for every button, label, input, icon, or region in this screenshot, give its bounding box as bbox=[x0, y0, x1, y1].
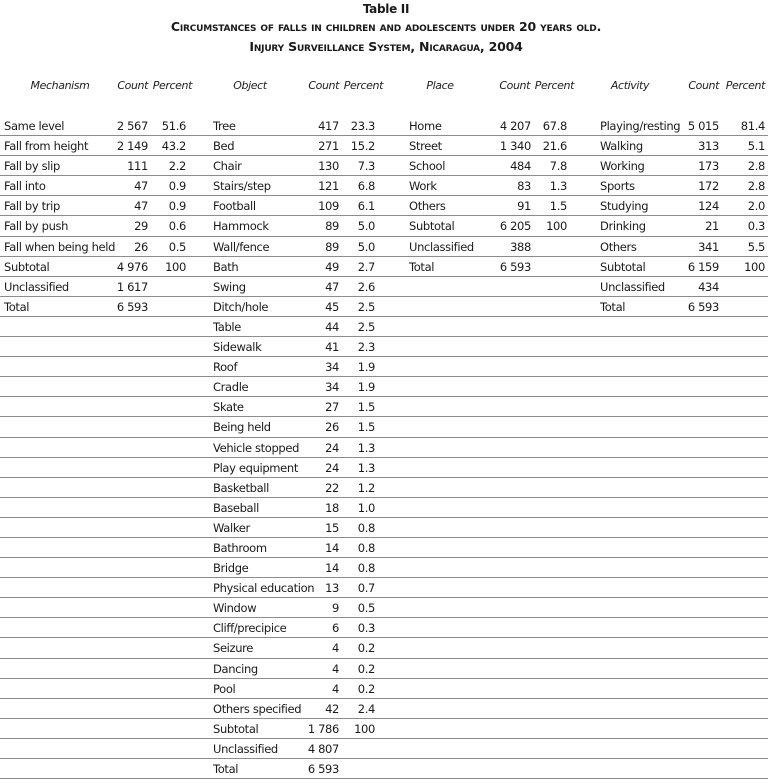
table-row bbox=[0, 638, 768, 658]
table-row bbox=[0, 598, 768, 618]
object-count: 109 bbox=[318, 199, 339, 214]
object-percent: 0.8 bbox=[357, 540, 375, 555]
header-activity-count: Count bbox=[688, 79, 719, 92]
table-row bbox=[0, 156, 768, 176]
table-row bbox=[0, 417, 768, 437]
table-row bbox=[0, 357, 768, 377]
table-row bbox=[0, 116, 768, 136]
mechanism-count: 2 149 bbox=[116, 139, 148, 154]
object-label: Play equipment bbox=[213, 460, 298, 475]
activity-percent: 2.0 bbox=[747, 199, 765, 214]
mechanism-percent: 51.6 bbox=[161, 119, 186, 133]
object-percent: 7.3 bbox=[357, 159, 375, 174]
object-label: Stairs/step bbox=[213, 179, 271, 194]
object-percent: 6.8 bbox=[357, 179, 375, 194]
mechanism-count: 4 976 bbox=[116, 259, 148, 274]
place-count: 91 bbox=[517, 199, 531, 214]
mechanism-label: Fall when being held bbox=[4, 239, 116, 254]
header-object: Object bbox=[233, 79, 267, 92]
mechanism-count: 2 567 bbox=[116, 119, 148, 133]
object-label: Cradle bbox=[213, 380, 249, 395]
object-percent: 0.5 bbox=[357, 601, 375, 616]
activity-percent: 5.1 bbox=[747, 139, 765, 154]
header-place-count: Count bbox=[499, 79, 530, 92]
place-label: Street bbox=[409, 139, 442, 154]
place-label: School bbox=[409, 159, 446, 174]
object-label: Unclassified bbox=[213, 741, 278, 756]
activity-label: Walking bbox=[600, 139, 643, 154]
object-percent: 0.2 bbox=[357, 641, 375, 656]
object-label: Tree bbox=[213, 119, 236, 133]
header-mechanism-count: Count bbox=[117, 79, 148, 92]
place-label: Work bbox=[409, 179, 437, 194]
activity-count: 6 593 bbox=[687, 299, 719, 314]
mechanism-percent: 0.6 bbox=[168, 219, 186, 234]
object-label: Football bbox=[213, 199, 256, 214]
object-count: 24 bbox=[325, 440, 339, 455]
activity-label: Unclassified bbox=[600, 279, 665, 294]
activity-count: 5 015 bbox=[687, 119, 719, 133]
place-count: 484 bbox=[510, 159, 531, 174]
table-row bbox=[0, 679, 768, 699]
header-mechanism: Mechanism bbox=[30, 79, 90, 92]
mechanism-percent: 0.5 bbox=[168, 239, 186, 254]
mechanism-percent: 0.9 bbox=[168, 199, 186, 214]
object-label: Chair bbox=[213, 159, 242, 174]
mechanism-label: Fall into bbox=[4, 179, 46, 194]
table-row bbox=[0, 297, 768, 317]
object-percent: 1.5 bbox=[357, 400, 375, 415]
object-percent: 2.3 bbox=[357, 340, 375, 355]
object-count: 34 bbox=[325, 380, 339, 395]
header-activity: Activity bbox=[610, 79, 650, 92]
object-count: 41 bbox=[325, 340, 339, 355]
mechanism-count: 6 593 bbox=[116, 299, 148, 314]
object-label: Bed bbox=[213, 139, 235, 154]
object-count: 9 bbox=[332, 601, 339, 616]
mechanism-count: 47 bbox=[134, 199, 148, 214]
mechanism-label: Fall by push bbox=[4, 219, 69, 234]
table-row bbox=[0, 719, 768, 739]
table-label: Table II bbox=[362, 2, 410, 16]
table-row bbox=[0, 699, 768, 719]
table-row bbox=[0, 739, 768, 759]
table-row bbox=[0, 196, 768, 216]
object-label: Hammock bbox=[213, 219, 269, 234]
object-percent: 0.2 bbox=[357, 681, 375, 696]
activity-label: Total bbox=[600, 299, 626, 314]
object-count: 4 bbox=[332, 661, 339, 676]
object-count: 1 786 bbox=[307, 721, 339, 736]
activity-label: Studying bbox=[600, 199, 649, 214]
place-count: 6 205 bbox=[499, 219, 531, 234]
object-label: Dancing bbox=[213, 661, 258, 676]
activity-label: Playing/resting bbox=[600, 119, 681, 133]
place-count: 388 bbox=[510, 239, 531, 254]
activity-count: 172 bbox=[698, 179, 719, 194]
object-percent: 1.2 bbox=[357, 480, 375, 495]
table-row bbox=[0, 558, 768, 578]
table-row bbox=[0, 578, 768, 598]
object-count: 22 bbox=[325, 480, 339, 495]
mechanism-label: Fall by slip bbox=[4, 159, 60, 174]
object-percent: 0.3 bbox=[357, 621, 375, 636]
object-count: 34 bbox=[325, 360, 339, 375]
object-count: 89 bbox=[325, 219, 339, 234]
object-label: Bridge bbox=[213, 561, 249, 576]
object-label: Seizure bbox=[213, 641, 253, 656]
table-row bbox=[0, 518, 768, 538]
place-label: Home bbox=[409, 119, 442, 133]
table-title-line-2: Injury Surveillance System, Nicaragua, 2004 bbox=[249, 39, 523, 54]
mechanism-label: Fall by trip bbox=[4, 199, 60, 214]
object-percent: 1.5 bbox=[357, 420, 375, 435]
mechanism-percent: 2.2 bbox=[168, 159, 186, 174]
activity-count: 173 bbox=[698, 159, 719, 174]
object-percent: 5.0 bbox=[357, 239, 375, 254]
object-count: 14 bbox=[325, 540, 339, 555]
object-label: Ditch/hole bbox=[213, 299, 269, 314]
object-label: Roof bbox=[213, 360, 238, 375]
header-object-percent: Percent bbox=[343, 79, 383, 92]
object-count: 4 bbox=[332, 641, 339, 656]
table-row bbox=[0, 277, 768, 297]
object-percent: 2.7 bbox=[357, 259, 375, 274]
object-label: Others specified bbox=[213, 701, 302, 716]
table-row bbox=[0, 759, 768, 779]
mechanism-count: 47 bbox=[134, 179, 148, 194]
table-row bbox=[0, 478, 768, 498]
object-percent: 2.6 bbox=[357, 279, 375, 294]
place-count: 4 207 bbox=[499, 119, 531, 133]
table-row bbox=[0, 538, 768, 558]
activity-percent: 2.8 bbox=[747, 159, 765, 174]
object-label: Sidewalk bbox=[213, 340, 262, 355]
object-count: 18 bbox=[325, 500, 339, 515]
header-place-percent: Percent bbox=[534, 79, 574, 92]
table-row bbox=[0, 216, 768, 236]
header-mechanism-percent: Percent bbox=[152, 79, 192, 92]
activity-count: 21 bbox=[705, 219, 719, 234]
mechanism-label: Same level bbox=[4, 119, 65, 133]
object-label: Cliff/precipice bbox=[213, 621, 287, 636]
table-row bbox=[0, 397, 768, 417]
place-percent: 21.6 bbox=[542, 139, 567, 154]
activity-count: 124 bbox=[698, 199, 719, 214]
object-percent: 1.3 bbox=[357, 460, 375, 475]
activity-label: Subtotal bbox=[600, 259, 646, 274]
mechanism-label: Subtotal bbox=[4, 259, 50, 274]
activity-label: Drinking bbox=[600, 219, 646, 234]
object-count: 4 bbox=[332, 681, 339, 696]
object-count: 24 bbox=[325, 460, 339, 475]
object-percent: 2.5 bbox=[357, 319, 375, 334]
activity-percent: 0.3 bbox=[747, 219, 765, 234]
object-count: 26 bbox=[325, 420, 339, 435]
object-count: 15 bbox=[325, 520, 339, 535]
object-percent: 23.3 bbox=[350, 119, 375, 133]
mechanism-percent: 43.2 bbox=[161, 139, 186, 154]
object-count: 27 bbox=[325, 400, 339, 415]
place-percent: 7.8 bbox=[549, 159, 567, 174]
object-label: Wall/fence bbox=[213, 239, 270, 254]
place-count: 83 bbox=[517, 179, 531, 194]
table-row bbox=[0, 136, 768, 156]
object-count: 4 807 bbox=[307, 741, 339, 756]
activity-label: Sports bbox=[600, 179, 635, 194]
object-count: 89 bbox=[325, 239, 339, 254]
object-label: Subtotal bbox=[213, 721, 259, 736]
object-count: 130 bbox=[318, 159, 339, 174]
object-label: Skate bbox=[213, 400, 244, 415]
object-count: 271 bbox=[318, 139, 339, 154]
activity-count: 434 bbox=[698, 279, 719, 294]
mechanism-label: Fall from height bbox=[4, 139, 89, 154]
table-row bbox=[0, 377, 768, 397]
object-label: Bath bbox=[213, 259, 239, 274]
object-count: 42 bbox=[325, 701, 339, 716]
object-label: Baseball bbox=[213, 500, 259, 515]
object-label: Total bbox=[213, 762, 239, 776]
mechanism-percent: 0.9 bbox=[168, 179, 186, 194]
activity-count: 6 159 bbox=[687, 259, 719, 274]
object-percent: 5.0 bbox=[357, 219, 375, 234]
object-percent: 1.0 bbox=[357, 500, 375, 515]
place-label: Unclassified bbox=[409, 239, 474, 254]
table-title-line-1: Circumstances of falls in children and adolescents under 20 years old. bbox=[170, 19, 602, 34]
object-percent: 0.8 bbox=[357, 561, 375, 576]
object-label: Physical education bbox=[213, 581, 315, 596]
object-count: 14 bbox=[325, 561, 339, 576]
table-row bbox=[0, 237, 768, 257]
object-label: Basketball bbox=[213, 480, 269, 495]
object-label: Walker bbox=[213, 520, 250, 535]
object-label: Bathroom bbox=[213, 540, 267, 555]
object-percent: 100 bbox=[354, 721, 375, 736]
activity-count: 313 bbox=[698, 139, 719, 154]
object-count: 44 bbox=[325, 319, 339, 334]
place-count: 1 340 bbox=[499, 139, 531, 154]
table-row bbox=[0, 176, 768, 196]
activity-percent: 81.4 bbox=[740, 119, 765, 133]
table-row bbox=[0, 317, 768, 337]
object-count: 45 bbox=[325, 299, 339, 314]
object-percent: 0.7 bbox=[357, 581, 375, 596]
place-percent: 1.5 bbox=[549, 199, 567, 214]
mechanism-count: 29 bbox=[134, 219, 148, 234]
object-count: 417 bbox=[318, 119, 339, 133]
object-label: Swing bbox=[213, 279, 246, 294]
place-percent: 100 bbox=[546, 219, 567, 234]
object-label: Vehicle stopped bbox=[213, 440, 300, 455]
object-count: 47 bbox=[325, 279, 339, 294]
table-row bbox=[0, 257, 768, 277]
table-row bbox=[0, 438, 768, 458]
mechanism-count: 1 617 bbox=[116, 279, 148, 294]
place-count: 6 593 bbox=[499, 259, 531, 274]
object-percent: 1.9 bbox=[357, 360, 375, 375]
activity-percent: 5.5 bbox=[747, 239, 765, 254]
table-row bbox=[0, 337, 768, 357]
mechanism-label: Total bbox=[4, 299, 30, 314]
activity-percent: 100 bbox=[744, 259, 765, 274]
mechanism-label: Unclassified bbox=[4, 279, 69, 294]
object-percent: 1.9 bbox=[357, 380, 375, 395]
object-count: 13 bbox=[325, 581, 339, 596]
object-percent: 0.8 bbox=[357, 520, 375, 535]
place-label: Others bbox=[409, 199, 446, 214]
object-label: Pool bbox=[213, 681, 236, 696]
object-label: Being held bbox=[213, 420, 271, 435]
object-label: Table bbox=[213, 319, 241, 334]
place-percent: 1.3 bbox=[549, 179, 567, 194]
header-place: Place bbox=[426, 79, 454, 92]
object-count: 49 bbox=[325, 259, 339, 274]
object-percent: 15.2 bbox=[350, 139, 375, 154]
mechanism-percent: 100 bbox=[165, 259, 186, 274]
mechanism-count: 26 bbox=[134, 239, 148, 254]
object-percent: 6.1 bbox=[357, 199, 375, 214]
header-activity-percent: Percent bbox=[725, 79, 765, 92]
object-count: 121 bbox=[318, 179, 339, 194]
table-row bbox=[0, 618, 768, 638]
object-percent: 1.3 bbox=[357, 440, 375, 455]
object-label: Window bbox=[213, 601, 257, 616]
object-percent: 0.2 bbox=[357, 661, 375, 676]
place-percent: 67.8 bbox=[542, 119, 567, 133]
table-row bbox=[0, 659, 768, 679]
object-count: 6 bbox=[332, 621, 339, 636]
activity-label: Others bbox=[600, 239, 637, 254]
activity-percent: 2.8 bbox=[747, 179, 765, 194]
object-count: 6 593 bbox=[307, 762, 339, 776]
place-label: Total bbox=[409, 259, 435, 274]
activity-count: 341 bbox=[698, 239, 719, 254]
object-percent: 2.4 bbox=[357, 701, 375, 716]
activity-label: Working bbox=[600, 159, 645, 174]
header-object-count: Count bbox=[308, 79, 339, 92]
table-row bbox=[0, 458, 768, 478]
mechanism-count: 111 bbox=[127, 159, 148, 174]
place-label: Subtotal bbox=[409, 219, 455, 234]
table-row bbox=[0, 498, 768, 518]
object-percent: 2.5 bbox=[357, 299, 375, 314]
table-body bbox=[0, 116, 772, 779]
